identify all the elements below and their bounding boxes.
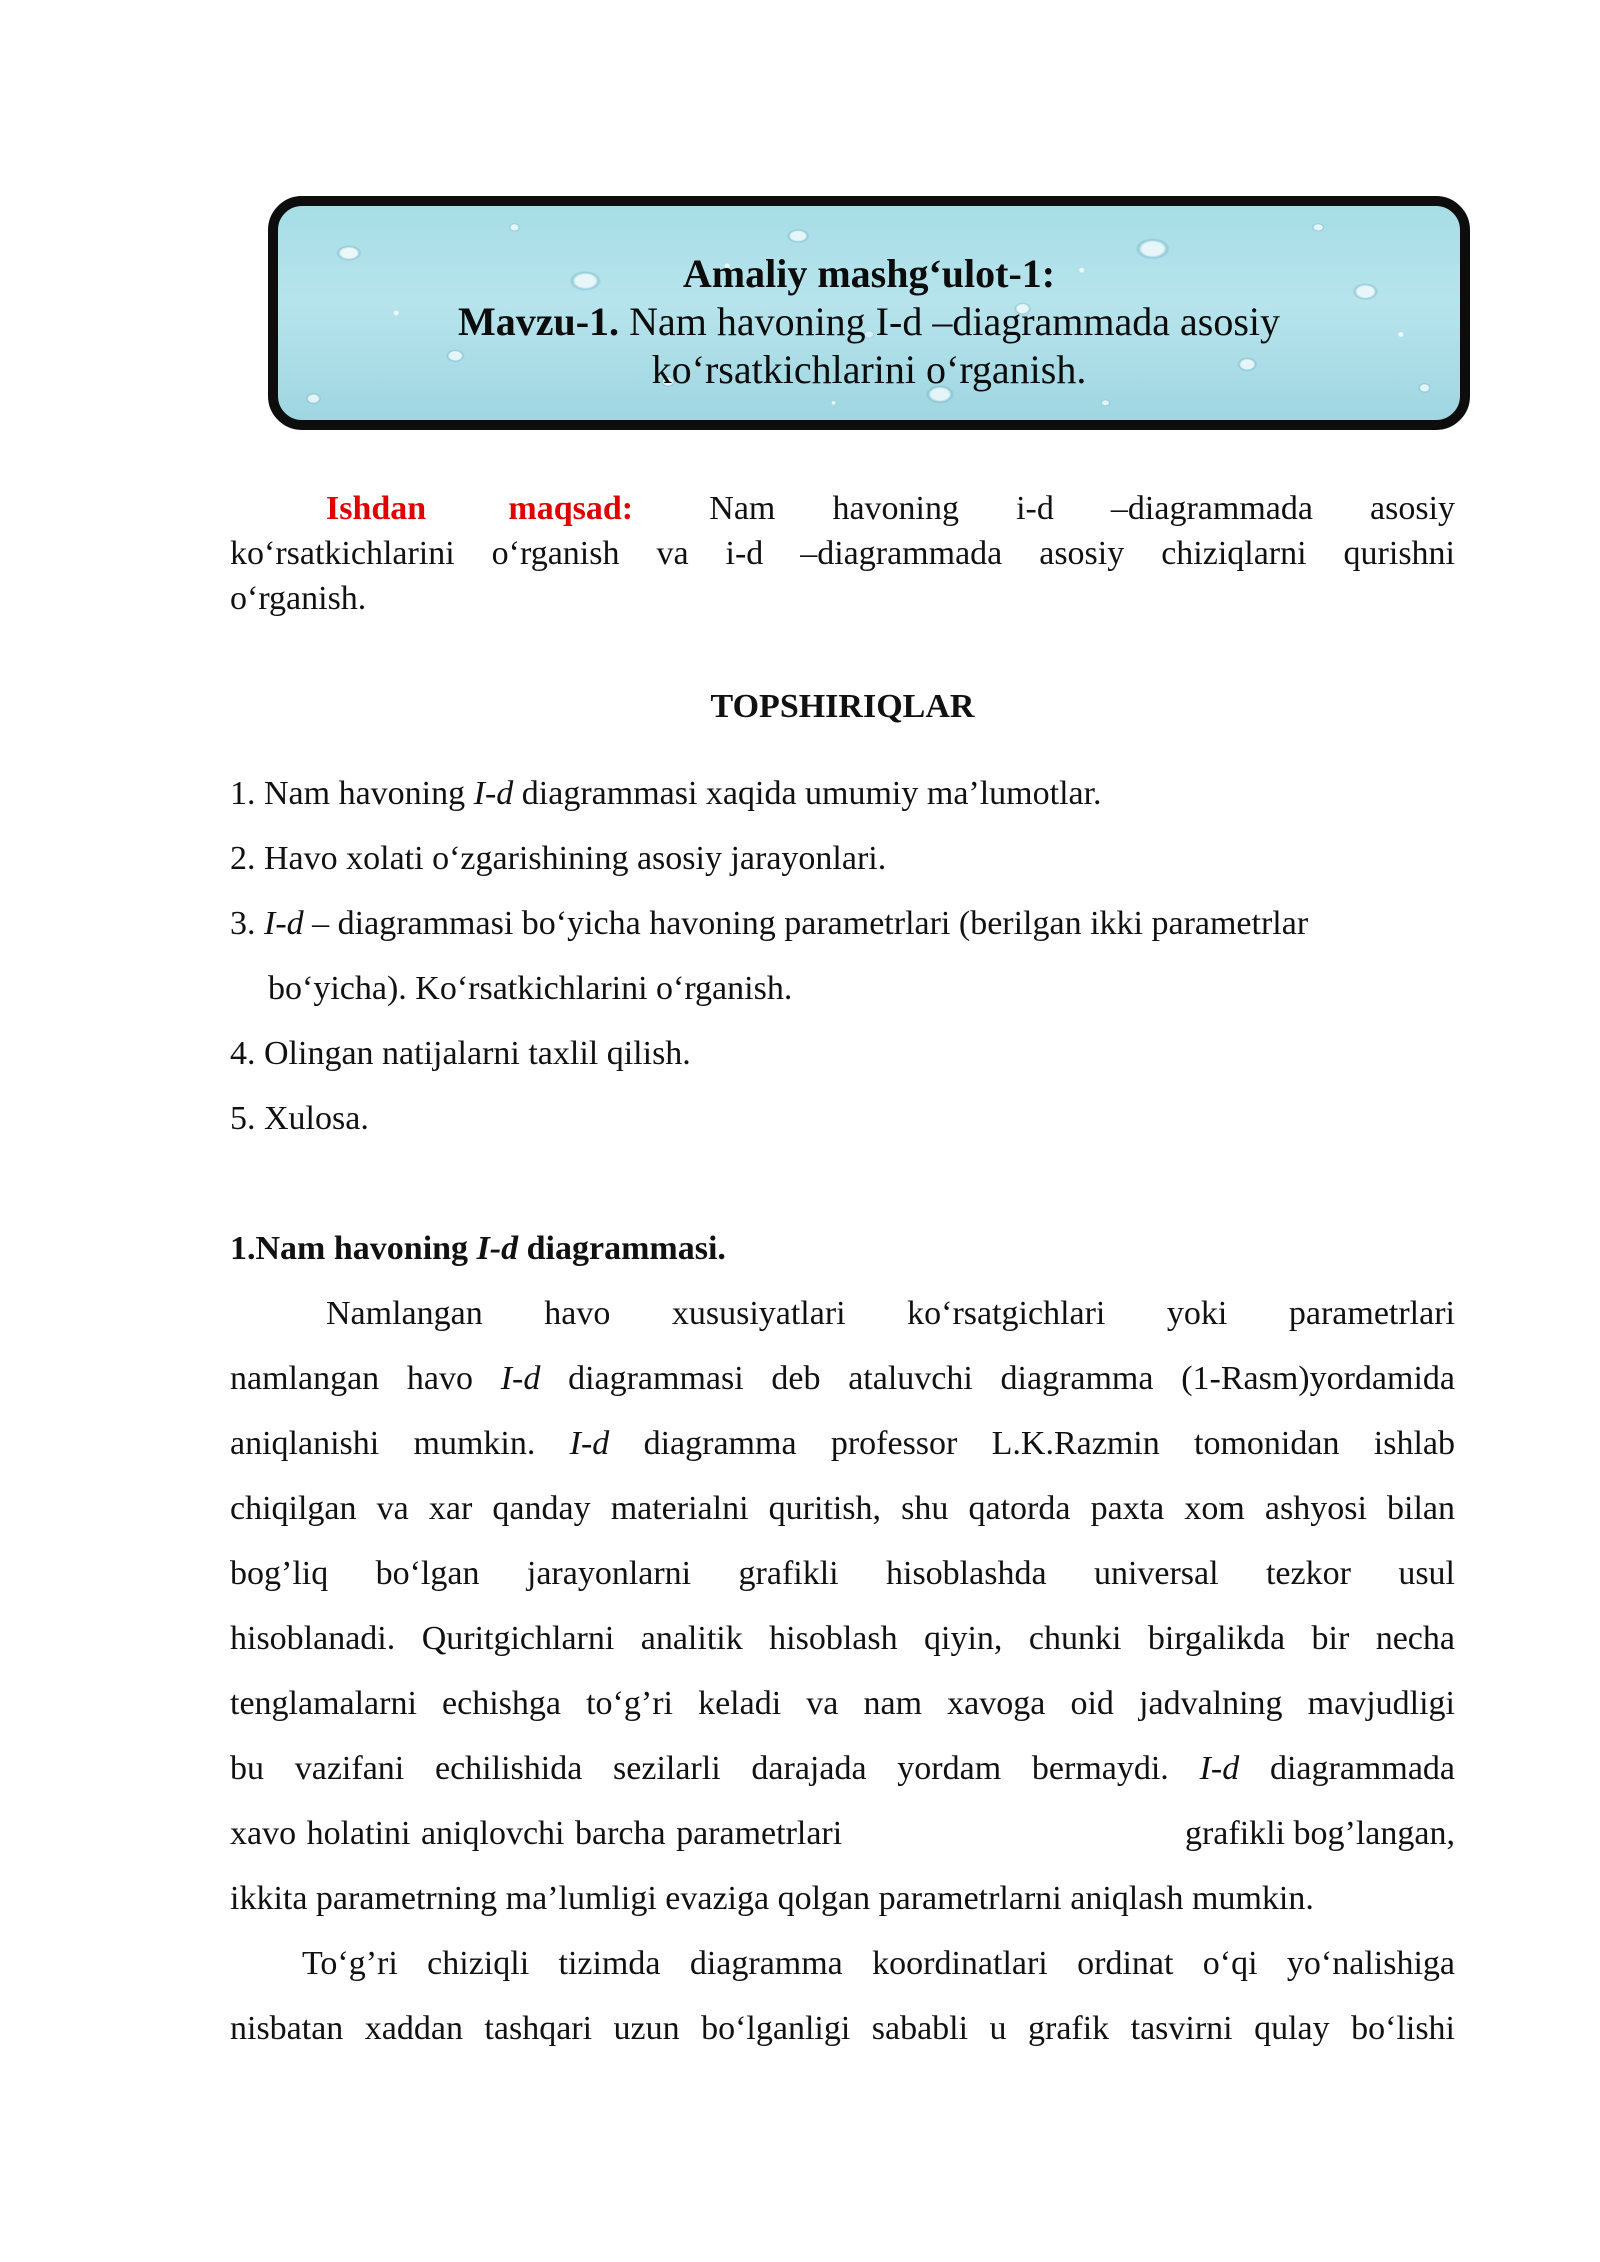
para-1-line-8 (230, 1746, 1455, 1792)
task-3-italic: I-d (264, 905, 304, 942)
topic-line-2: ko‘rsatkichlarini o‘rganish. (651, 347, 1087, 392)
para-1-line-2 (230, 1356, 1455, 1402)
para-1-line-7: tenglamalarni echishga to‘g’ri keladi va nam xavoga oid jadvalning mavjudligi (230, 1685, 1455, 1722)
para-1-line-6: hisoblanadi. Quritgichlarni analitik hisoblash qiyin, chunki birgalikda bir necha (230, 1620, 1455, 1657)
para-1-line-5: bog’liq bo‘lgan jarayonlarni grafikli hisoblashda universal tezkor usul (230, 1555, 1455, 1592)
task-item-3 (230, 901, 1455, 947)
goal-line-2: ko‘rsatkichlarini o‘rganish va i-d –diagrammada asosiy chiziqlarni qurishni (230, 535, 1455, 572)
goal-line-1 (326, 486, 1455, 532)
p1-l2-italic: I-d (500, 1360, 541, 1397)
p1-l8-italic: I-d (1199, 1750, 1240, 1787)
topic-label: Mavzu-1. (457, 299, 620, 344)
para-1-line-10: ikkita parametrning ma’lumligi evaziga qolgan parametrlarni aniqlash mumkin. (230, 1880, 1314, 1917)
para-1-line-1: Namlangan havo xususiyatlari ko‘rsatgichlari yoki parametrlari (326, 1295, 1455, 1332)
p1-l2-b: diagrammasi deb ataluvchi diagramma (1-Rasm)yordamida (540, 1360, 1455, 1397)
topic-line (278, 298, 1460, 346)
p1-l3-italic: I-d (569, 1425, 610, 1462)
para-1-line-9-end: grafikli bog’langan, (1184, 1815, 1455, 1852)
task-1-text-end: diagrammasi xaqida umumiy ma’lumotlar. (513, 775, 1102, 812)
para-1-line-4: chiqilgan va xar qanday materialni quritish, shu qatorda paxta xom ashyosi bilan (230, 1490, 1455, 1527)
title-box (268, 196, 1470, 430)
task-item-4: 4. Olingan natijalarni taxlil qilish. (230, 1035, 691, 1072)
p1-l8-a: bu vazifani echilishida sezilarli darajada yordam bermaydi. (230, 1750, 1200, 1787)
section-1-heading-text: 1.Nam havoning (230, 1230, 477, 1267)
p1-l3-b: diagramma professor L.K.Razmin tomonidan ishlab (609, 1425, 1455, 1462)
section-1-heading-italic: I-d (476, 1230, 519, 1267)
task-item-2: 2. Havo xolati o‘zgarishining asosiy jarayonlari. (230, 840, 887, 877)
task-3-text-end: – diagrammasi bo‘yicha havoning parametrlari (berilgan ikki parametrlar (303, 905, 1309, 942)
tasks-heading: TOPSHIRIQLAR (710, 688, 975, 725)
lesson-title: Amaliy mashg‘ulot-1: (682, 251, 1056, 296)
section-1-heading-end: diagrammasi. (518, 1230, 726, 1267)
task-1-text: 1. Nam havoning (230, 775, 474, 812)
section-1-heading (230, 1226, 1455, 1272)
task-item-1 (230, 771, 1455, 817)
p1-l9-a: xavo holatini aniqlovchi barcha parametrlari (230, 1815, 843, 1852)
task-item-3-cont: bo‘yicha). Ko‘rsatkichlarini o‘rganish. (268, 970, 793, 1007)
topic-text: Nam havoning I-d –diagrammada asosiy (619, 299, 1280, 344)
goal-line-3: o‘rganish. (230, 580, 367, 617)
p1-l8-b: diagrammada (1239, 1750, 1455, 1787)
task-1-italic: I-d (473, 775, 514, 812)
goal-label-2: maqsad: (508, 490, 634, 527)
task-3-text: 3. (230, 905, 264, 942)
para-1-line-3 (230, 1421, 1455, 1467)
goal-label-1: Ishdan (326, 490, 427, 527)
p1-l3-a: aniqlanishi mumkin. (230, 1425, 570, 1462)
goal-text-1: Nam havoning i-d –diagrammada asosiy (709, 490, 1456, 527)
para-2-line-2: nisbatan xaddan tashqari uzun bo‘lganligi sababli u grafik tasvirni qulay bo‘lishi (230, 2010, 1455, 2047)
p1-l2-a: namlangan havo (230, 1360, 501, 1397)
task-item-5: 5. Xulosa. (230, 1100, 369, 1137)
para-2-line-1: To‘g’ri chiziqli tizimda diagramma koordinatlari ordinat o‘qi yo‘nalishiga (302, 1945, 1455, 1982)
